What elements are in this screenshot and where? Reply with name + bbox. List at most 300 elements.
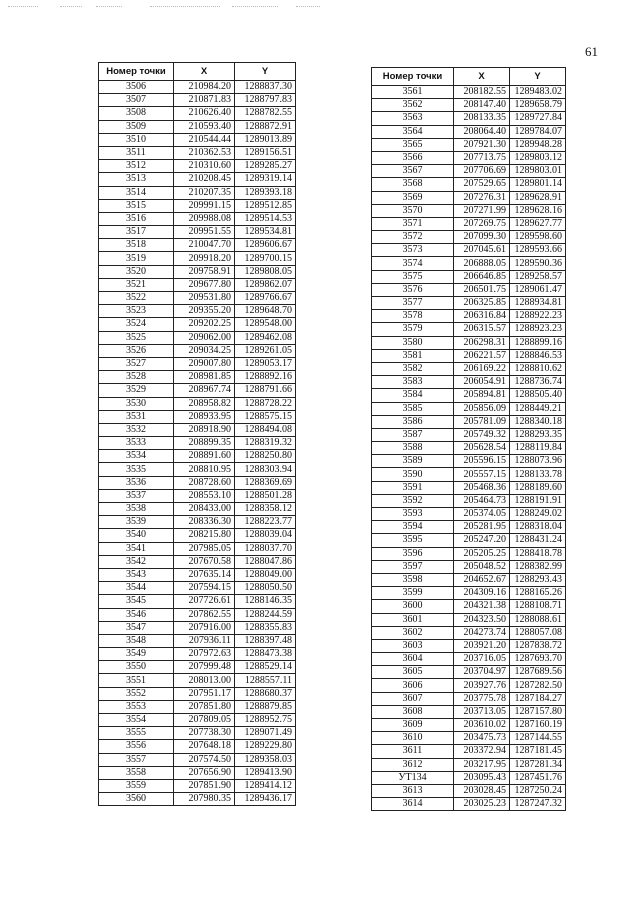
- header-point-number: Номер точки: [372, 68, 454, 86]
- scan-mark: [8, 6, 38, 7]
- point-number-cell: 3585: [372, 402, 454, 415]
- y-cell: 1288037.70: [235, 542, 296, 555]
- y-cell: 1288250.80: [235, 450, 296, 463]
- table-row: [99, 199, 296, 212]
- point-number-cell: 3527: [99, 357, 174, 370]
- y-cell: 1289483.02: [510, 86, 566, 99]
- table-row: [372, 217, 566, 230]
- x-cell: 205281.95: [454, 521, 510, 534]
- point-number-cell: 3519: [99, 252, 174, 265]
- y-cell: 1288879.85: [235, 700, 296, 713]
- x-cell: 208933.95: [174, 410, 235, 423]
- x-cell: 203372.94: [454, 745, 510, 758]
- y-cell: 1289784.07: [510, 125, 566, 138]
- table-body-left: [99, 81, 296, 806]
- y-cell: 1289462.08: [235, 331, 296, 344]
- y-cell: 1289766.67: [235, 292, 296, 305]
- x-cell: 205894.81: [454, 389, 510, 402]
- point-number-cell: 3557: [99, 753, 174, 766]
- point-number-cell: 3595: [372, 534, 454, 547]
- y-cell: 1289590.36: [510, 257, 566, 270]
- y-cell: 1288837.30: [235, 81, 296, 94]
- y-cell: 1289413.90: [235, 766, 296, 779]
- y-cell: 1288047.86: [235, 555, 296, 568]
- table-row: [372, 600, 566, 613]
- y-cell: 1289414.12: [235, 779, 296, 792]
- table-row: [99, 516, 296, 529]
- point-number-cell: 3563: [372, 112, 454, 125]
- x-cell: 208433.00: [174, 503, 235, 516]
- table-row: [372, 719, 566, 732]
- table-row: [372, 745, 566, 758]
- x-cell: 203095.43: [454, 771, 510, 784]
- point-number-cell: 3516: [99, 212, 174, 225]
- table-row: [372, 86, 566, 99]
- x-cell: 207851.90: [174, 779, 235, 792]
- table-row: [99, 305, 296, 318]
- y-cell: 1288355.83: [235, 621, 296, 634]
- point-number-cell: 3614: [372, 798, 454, 811]
- table-row: [99, 186, 296, 199]
- point-number-cell: 3522: [99, 292, 174, 305]
- table-row: [99, 371, 296, 384]
- x-cell: 207529.65: [454, 178, 510, 191]
- y-cell: 1287247.32: [510, 798, 566, 811]
- y-cell: 1287157.80: [510, 705, 566, 718]
- y-cell: 1288529.14: [235, 661, 296, 674]
- point-number-cell: 3554: [99, 714, 174, 727]
- point-number-cell: 3549: [99, 648, 174, 661]
- point-number-cell: 3593: [372, 508, 454, 521]
- x-cell: 206315.57: [454, 323, 510, 336]
- x-cell: 205464.73: [454, 494, 510, 507]
- point-number-cell: 3602: [372, 626, 454, 639]
- point-number-cell: 3535: [99, 463, 174, 476]
- y-cell: 1288892.16: [235, 371, 296, 384]
- table-row: [372, 573, 566, 586]
- table-row: [372, 666, 566, 679]
- point-number-cell: 3608: [372, 705, 454, 718]
- x-cell: 206646.85: [454, 270, 510, 283]
- x-cell: 205468.36: [454, 481, 510, 494]
- x-cell: 208064.40: [454, 125, 510, 138]
- point-number-cell: 3559: [99, 779, 174, 792]
- point-number-cell: 3543: [99, 568, 174, 581]
- x-cell: 204652.67: [454, 573, 510, 586]
- y-cell: 1288133.78: [510, 468, 566, 481]
- table-row: [372, 310, 566, 323]
- point-number-cell: 3613: [372, 784, 454, 797]
- point-number-cell: 3566: [372, 151, 454, 164]
- x-cell: 203713.05: [454, 705, 510, 718]
- y-cell: 1289598.60: [510, 231, 566, 244]
- table-row: [99, 331, 296, 344]
- y-cell: 1287693.70: [510, 653, 566, 666]
- table-row: [372, 455, 566, 468]
- point-number-cell: 3560: [99, 793, 174, 806]
- y-cell: 1289627.77: [510, 217, 566, 230]
- point-number-cell: 3564: [372, 125, 454, 138]
- x-cell: 208133.35: [454, 112, 510, 125]
- x-cell: 209758.91: [174, 265, 235, 278]
- y-cell: 1289053.17: [235, 357, 296, 370]
- point-number-cell: 3591: [372, 481, 454, 494]
- y-cell: 1289514.53: [235, 212, 296, 225]
- x-cell: 210871.83: [174, 94, 235, 107]
- x-cell: 210984.20: [174, 81, 235, 94]
- y-cell: 1288303.94: [235, 463, 296, 476]
- x-cell: 209677.80: [174, 278, 235, 291]
- x-cell: 204323.50: [454, 613, 510, 626]
- table-row: [99, 120, 296, 133]
- point-number-cell: 3609: [372, 719, 454, 732]
- y-cell: 1288797.83: [235, 94, 296, 107]
- y-cell: 1288431.24: [510, 534, 566, 547]
- y-cell: 1289803.12: [510, 151, 566, 164]
- table-row: [372, 481, 566, 494]
- y-cell: 1289593.66: [510, 244, 566, 257]
- point-number-cell: 3523: [99, 305, 174, 318]
- point-number-cell: 3529: [99, 384, 174, 397]
- table-row: [372, 112, 566, 125]
- x-cell: 209355.20: [174, 305, 235, 318]
- y-cell: 1288418.78: [510, 547, 566, 560]
- x-cell: 209007.80: [174, 357, 235, 370]
- table-row: [372, 204, 566, 217]
- table-row: [99, 542, 296, 555]
- y-cell: 1287184.27: [510, 692, 566, 705]
- table-row: [372, 151, 566, 164]
- point-number-cell: 3545: [99, 595, 174, 608]
- table-row: [99, 133, 296, 146]
- table-row: [99, 160, 296, 173]
- table-row: [372, 415, 566, 428]
- table-row: [99, 450, 296, 463]
- y-cell: 1288923.23: [510, 323, 566, 336]
- y-cell: 1289358.03: [235, 753, 296, 766]
- x-cell: 208981.85: [174, 371, 235, 384]
- table-row: [372, 428, 566, 441]
- x-cell: 203475.73: [454, 732, 510, 745]
- point-number-cell: 3507: [99, 94, 174, 107]
- y-cell: 1288108.71: [510, 600, 566, 613]
- table-row: [99, 714, 296, 727]
- point-number-cell: 3594: [372, 521, 454, 534]
- x-cell: 203217.95: [454, 758, 510, 771]
- point-number-cell: 3582: [372, 362, 454, 375]
- x-cell: 207271.99: [454, 204, 510, 217]
- table-row: [99, 173, 296, 186]
- scan-mark: [60, 6, 82, 7]
- point-number-cell: 3539: [99, 516, 174, 529]
- x-cell: 209991.15: [174, 199, 235, 212]
- table-row: [372, 784, 566, 797]
- x-cell: 207726.61: [174, 595, 235, 608]
- point-number-cell: 3546: [99, 608, 174, 621]
- table-row: [99, 621, 296, 634]
- x-cell: 204273.74: [454, 626, 510, 639]
- x-cell: 210593.40: [174, 120, 235, 133]
- x-cell: 210310.60: [174, 160, 235, 173]
- x-cell: 208553.10: [174, 489, 235, 502]
- table-row: [372, 362, 566, 375]
- y-cell: 1289319.14: [235, 173, 296, 186]
- y-cell: 1288319.32: [235, 437, 296, 450]
- y-cell: 1288899.16: [510, 336, 566, 349]
- x-cell: 207574.50: [174, 753, 235, 766]
- point-number-cell: 3580: [372, 336, 454, 349]
- x-cell: 206169.22: [454, 362, 510, 375]
- y-cell: 1288050.50: [235, 582, 296, 595]
- x-cell: 205749.32: [454, 428, 510, 441]
- point-number-cell: 3526: [99, 344, 174, 357]
- point-number-cell: 3587: [372, 428, 454, 441]
- table-row: [372, 771, 566, 784]
- table-row: [99, 94, 296, 107]
- point-number-cell: 3565: [372, 138, 454, 151]
- y-cell: 1288369.69: [235, 476, 296, 489]
- x-cell: 207916.00: [174, 621, 235, 634]
- coordinates-table-left: [98, 62, 296, 806]
- x-cell: 205781.09: [454, 415, 510, 428]
- point-number-cell: 3606: [372, 679, 454, 692]
- point-number-cell: 3581: [372, 349, 454, 362]
- x-cell: 207985.05: [174, 542, 235, 555]
- y-cell: 1288293.35: [510, 428, 566, 441]
- point-number-cell: 3528: [99, 371, 174, 384]
- x-cell: 208215.80: [174, 529, 235, 542]
- table-row: [99, 437, 296, 450]
- y-cell: 1289534.81: [235, 226, 296, 239]
- point-number-cell: 3586: [372, 415, 454, 428]
- table-row: [99, 81, 296, 94]
- header-x: X: [454, 68, 510, 86]
- table-row: [99, 503, 296, 516]
- y-cell: 1289258.57: [510, 270, 566, 283]
- table-row: [99, 529, 296, 542]
- x-cell: 207921.30: [454, 138, 510, 151]
- page-number: 61: [585, 44, 598, 59]
- x-cell: 207670.58: [174, 555, 235, 568]
- table-row: [372, 639, 566, 652]
- table-row: [372, 389, 566, 402]
- y-cell: 1288073.96: [510, 455, 566, 468]
- point-number-cell: УТ134: [372, 771, 454, 784]
- point-number-cell: 3589: [372, 455, 454, 468]
- x-cell: 203704.97: [454, 666, 510, 679]
- y-cell: 1289606.67: [235, 239, 296, 252]
- table-row: [99, 555, 296, 568]
- table-row: [99, 278, 296, 291]
- table-row: [99, 384, 296, 397]
- y-cell: 1287281.34: [510, 758, 566, 771]
- x-cell: 207713.75: [454, 151, 510, 164]
- y-cell: 1288791.66: [235, 384, 296, 397]
- y-cell: 1288922.23: [510, 310, 566, 323]
- y-cell: 1289658.79: [510, 99, 566, 112]
- point-number-cell: 3558: [99, 766, 174, 779]
- x-cell: 208013.00: [174, 674, 235, 687]
- point-number-cell: 3538: [99, 503, 174, 516]
- point-number-cell: 3592: [372, 494, 454, 507]
- point-number-cell: 3509: [99, 120, 174, 133]
- point-number-cell: 3571: [372, 217, 454, 230]
- point-number-cell: 3547: [99, 621, 174, 634]
- y-cell: 1289393.18: [235, 186, 296, 199]
- point-number-cell: 3598: [372, 573, 454, 586]
- y-cell: 1289801.14: [510, 178, 566, 191]
- y-cell: 1287181.45: [510, 745, 566, 758]
- table-row: [99, 674, 296, 687]
- table-row: [99, 252, 296, 265]
- point-number-cell: 3506: [99, 81, 174, 94]
- y-cell: 1289628.91: [510, 191, 566, 204]
- x-cell: 208336.30: [174, 516, 235, 529]
- table-row: [99, 753, 296, 766]
- x-cell: 209918.20: [174, 252, 235, 265]
- x-cell: 207862.55: [174, 608, 235, 621]
- table-row: [372, 270, 566, 283]
- y-cell: 1288189.60: [510, 481, 566, 494]
- point-number-cell: 3596: [372, 547, 454, 560]
- point-number-cell: 3541: [99, 542, 174, 555]
- point-number-cell: 3518: [99, 239, 174, 252]
- x-cell: 210207.35: [174, 186, 235, 199]
- x-cell: 208967.74: [174, 384, 235, 397]
- table-row: [372, 798, 566, 811]
- point-number-cell: 3514: [99, 186, 174, 199]
- x-cell: 203775.78: [454, 692, 510, 705]
- x-cell: 209951.55: [174, 226, 235, 239]
- point-number-cell: 3568: [372, 178, 454, 191]
- x-cell: 205628.54: [454, 442, 510, 455]
- point-number-cell: 3542: [99, 555, 174, 568]
- table-row: [372, 349, 566, 362]
- table-row: [99, 410, 296, 423]
- point-number-cell: 3601: [372, 613, 454, 626]
- point-number-cell: 3556: [99, 740, 174, 753]
- x-cell: 205247.20: [454, 534, 510, 547]
- table-row: [99, 489, 296, 502]
- y-cell: 1288449.21: [510, 402, 566, 415]
- y-cell: 1288501.28: [235, 489, 296, 502]
- y-cell: 1289436.17: [235, 793, 296, 806]
- point-number-cell: 3555: [99, 727, 174, 740]
- table-row: [372, 494, 566, 507]
- y-cell: 1287451.76: [510, 771, 566, 784]
- point-number-cell: 3511: [99, 146, 174, 159]
- x-cell: 207951.17: [174, 687, 235, 700]
- scan-mark: [96, 6, 122, 7]
- table-row: [372, 653, 566, 666]
- table-row: [99, 595, 296, 608]
- point-number-cell: 3590: [372, 468, 454, 481]
- point-number-cell: 3561: [372, 86, 454, 99]
- table-row: [99, 226, 296, 239]
- table-row: [99, 397, 296, 410]
- point-number-cell: 3578: [372, 310, 454, 323]
- x-cell: 206221.57: [454, 349, 510, 362]
- point-number-cell: 3533: [99, 437, 174, 450]
- table-row: [99, 568, 296, 581]
- header-point-number: Номер точки: [99, 63, 174, 81]
- y-cell: 1289285.27: [235, 160, 296, 173]
- y-cell: 1288165.26: [510, 587, 566, 600]
- y-cell: 1287144.55: [510, 732, 566, 745]
- y-cell: 1289803.01: [510, 165, 566, 178]
- x-cell: 207045.61: [454, 244, 510, 257]
- table-row: [372, 758, 566, 771]
- table-row: [372, 732, 566, 745]
- x-cell: 206316.84: [454, 310, 510, 323]
- point-number-cell: 3544: [99, 582, 174, 595]
- x-cell: 210362.53: [174, 146, 235, 159]
- point-number-cell: 3520: [99, 265, 174, 278]
- point-number-cell: 3550: [99, 661, 174, 674]
- point-number-cell: 3531: [99, 410, 174, 423]
- x-cell: 208918.90: [174, 423, 235, 436]
- x-cell: 208147.40: [454, 99, 510, 112]
- y-cell: 1288736.74: [510, 376, 566, 389]
- y-cell: 1289727.84: [510, 112, 566, 125]
- point-number-cell: 3540: [99, 529, 174, 542]
- table-row: [372, 402, 566, 415]
- x-cell: 210544.44: [174, 133, 235, 146]
- table-row: [372, 257, 566, 270]
- table-row: [372, 99, 566, 112]
- table-row: [99, 476, 296, 489]
- point-number-cell: 3584: [372, 389, 454, 402]
- x-cell: 203025.23: [454, 798, 510, 811]
- x-cell: 206501.75: [454, 283, 510, 296]
- table-row: [372, 376, 566, 389]
- table-row: [99, 727, 296, 740]
- point-number-cell: 3576: [372, 283, 454, 296]
- table-row: [372, 442, 566, 455]
- table-row: [99, 700, 296, 713]
- x-cell: 206888.05: [454, 257, 510, 270]
- y-cell: 1288039.04: [235, 529, 296, 542]
- point-number-cell: 3588: [372, 442, 454, 455]
- x-cell: 204321.38: [454, 600, 510, 613]
- point-number-cell: 3603: [372, 639, 454, 652]
- table-row: [372, 547, 566, 560]
- table-row: [372, 468, 566, 481]
- y-cell: 1289013.89: [235, 133, 296, 146]
- y-cell: 1288846.53: [510, 349, 566, 362]
- point-number-cell: 3611: [372, 745, 454, 758]
- y-cell: 1288318.04: [510, 521, 566, 534]
- x-cell: 207999.48: [174, 661, 235, 674]
- point-number-cell: 3570: [372, 204, 454, 217]
- table-row: [372, 231, 566, 244]
- point-number-cell: 3567: [372, 165, 454, 178]
- table-row: [99, 779, 296, 792]
- point-number-cell: 3569: [372, 191, 454, 204]
- table-row: [372, 613, 566, 626]
- scan-mark: [296, 6, 320, 7]
- y-cell: 1288872.91: [235, 120, 296, 133]
- x-cell: 207809.05: [174, 714, 235, 727]
- point-number-cell: 3562: [372, 99, 454, 112]
- x-cell: 207936.11: [174, 634, 235, 647]
- table-row: [99, 740, 296, 753]
- y-cell: 1289071.49: [235, 727, 296, 740]
- point-number-cell: 3605: [372, 666, 454, 679]
- x-cell: 207851.80: [174, 700, 235, 713]
- x-cell: 206325.85: [454, 297, 510, 310]
- x-cell: 207648.18: [174, 740, 235, 753]
